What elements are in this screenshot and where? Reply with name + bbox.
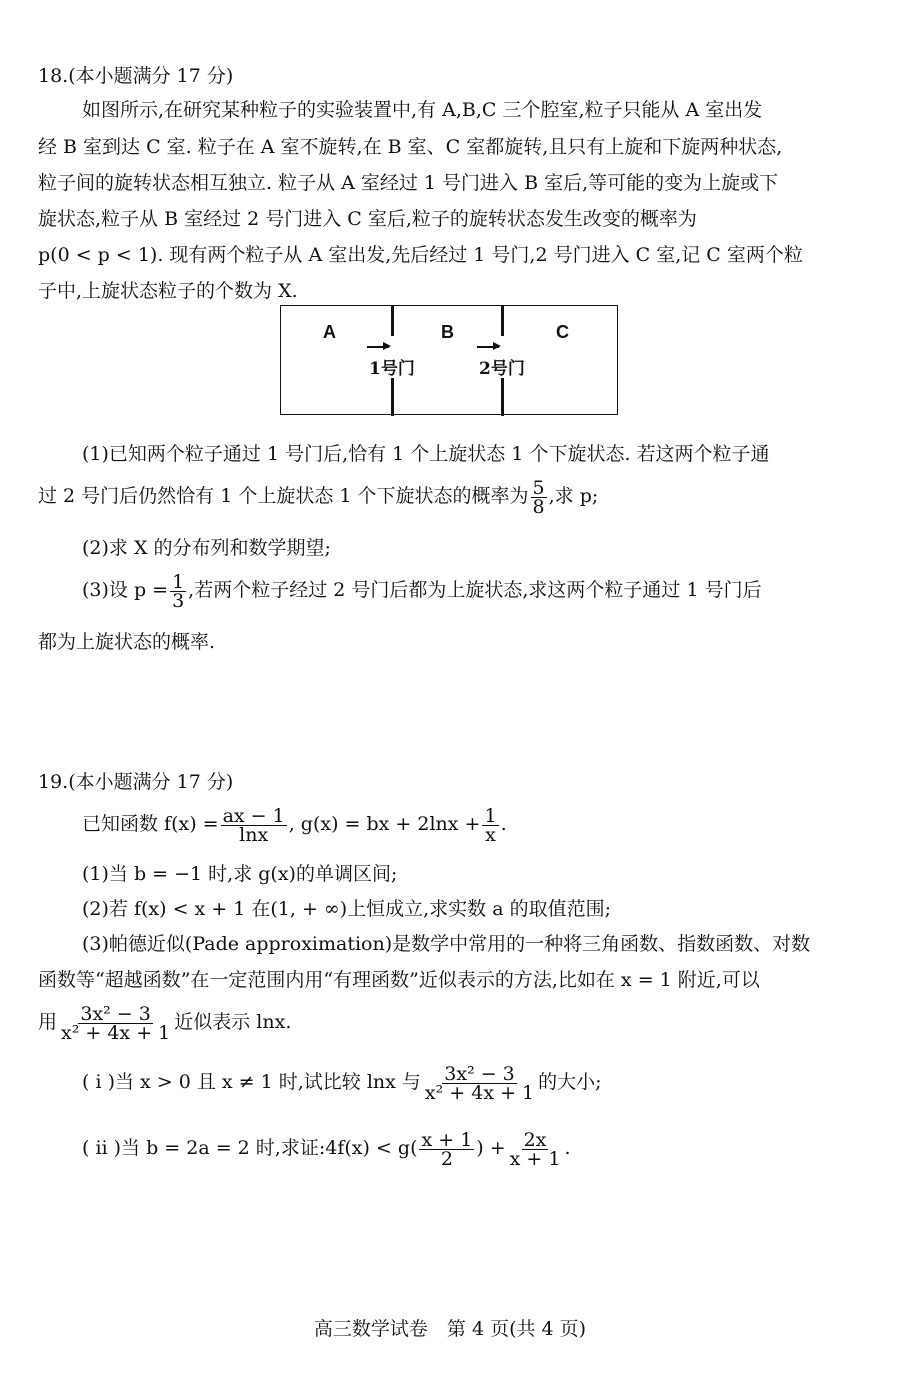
q18-sub1-end: ,求 p; (548, 485, 599, 507)
frac-num: 3x² − 3 (80, 1002, 151, 1025)
frac-den: 2 (440, 1147, 453, 1170)
q19-part-ii-text: ( ⅱ )当 b = 2a = 2 时,求证:4f(x) < g( (82, 1137, 418, 1159)
chamber-diagram (280, 305, 618, 415)
q19-sub3-line3 (38, 1000, 291, 1044)
frac-num: 1 (172, 570, 185, 593)
q18-text-4: 旋状态,粒子从 B 室经过 2 号门进入 C 室后,粒子的旋转状态发生改变的概率为 (38, 208, 697, 230)
wall-1-bottom (391, 378, 394, 416)
frac-num: 2x (523, 1128, 547, 1151)
q18-header: 18.(本小题满分 17 分) (38, 65, 234, 87)
frac-num: 3x² − 3 (444, 1062, 515, 1085)
gate-1-label: 1号门 (369, 359, 415, 379)
q18-sub1-text: 过 2 号门后仍然恰有 1 个上旋状态 1 个下旋状态的概率为 (38, 485, 529, 507)
fraction-5-8 (531, 476, 547, 518)
q19-part-ii-mid: ) + (476, 1137, 506, 1159)
q18-text-6: 子中,上旋状态粒子的个数为 X. (38, 280, 298, 302)
q19-sub3-line2: 函数等“超越函数”在一定范围内用“有理函数”近似表示的方法,比如在 x = 1 附近,可以 (38, 969, 760, 991)
fraction-f (221, 804, 287, 846)
q19-part-ii (82, 1126, 571, 1170)
room-b-label: B (441, 322, 454, 342)
fraction-1-3 (170, 570, 186, 612)
frac-den: x² + 4x + 1 (61, 1021, 171, 1044)
q18-text-5: p(0 < p < 1). 现有两个粒子从 A 室出发,先后经过 1 号门,2 号门进入 C 室,记 C 室两个粒 (38, 244, 803, 266)
frac-num: ax − 1 (222, 804, 285, 827)
wall-1-top (391, 306, 394, 336)
fraction-half (419, 1128, 474, 1170)
frac-den: x² + 4x + 1 (424, 1081, 535, 1104)
room-c-label: C (556, 322, 569, 342)
q19-part-i-text: ( ⅰ )当 x > 0 且 x ≠ 1 时,试比较 lnx 与 (82, 1071, 421, 1093)
frac-den: 3 (172, 589, 185, 612)
q19-given (82, 804, 507, 844)
q18-sub1-line2 (38, 476, 598, 516)
q18-sub2: (2)求 X 的分布列和数学期望; (82, 537, 331, 559)
page-footer: 高三数学试卷 第 4 页(共 4 页) (313, 1318, 587, 1340)
q19-sub3-line1: (3)帕德近似(Pade approximation)是数学中常用的一种将三角函数、指数函数、对数 (82, 933, 811, 955)
fraction-pade (59, 1002, 172, 1044)
wall-2-top (501, 306, 504, 336)
gate-2-arrow (477, 346, 499, 348)
wall-2-bottom (501, 378, 504, 416)
q19-given-b: , g(x) = bx + 2lnx + (288, 813, 481, 835)
room-a-label: A (323, 322, 336, 342)
q19-part-i-end: 的大小; (538, 1071, 602, 1093)
q19-sub3-approx: 近似表示 lnx. (174, 1011, 292, 1033)
q19-sub2: (2)若 f(x) < x + 1 在(1, + ∞)上恒成立,求实数 a 的取值范围; (82, 898, 611, 920)
gate-1-arrow (367, 346, 389, 348)
gate-2-label: 2号门 (479, 359, 525, 379)
frac-den: lnx (239, 823, 269, 846)
q18-sub1-line1: (1)已知两个粒子通过 1 号门后,恰有 1 个上旋状态 1 个下旋状态. 若这两个粒子通 (82, 443, 770, 465)
q18-sub3-text: (3)设 p = (82, 579, 169, 601)
q18-sub3-line2: 都为上旋状态的概率. (38, 631, 216, 653)
fraction-2x (508, 1128, 563, 1170)
fraction-compare (423, 1062, 536, 1104)
q19-sub1: (1)当 b = −1 时,求 g(x)的单调区间; (82, 863, 398, 885)
frac-den: x + 1 (509, 1147, 561, 1170)
frac-num: 5 (532, 476, 545, 499)
q18-sub3-line1 (82, 570, 762, 610)
frac-den: x (485, 823, 496, 846)
q19-header: 19.(本小题满分 17 分) (38, 771, 234, 793)
frac-num: x + 1 (421, 1128, 473, 1151)
q18-text-2: 经 B 室到达 C 室. 粒子在 A 室不旋转,在 B 室、C 室都旋转,且只有上旋和下旋两种状态, (38, 136, 783, 158)
q19-part-i (82, 1060, 602, 1104)
q19-given-c: . (500, 813, 507, 835)
frac-num: 1 (484, 804, 497, 827)
q19-given-a: 已知函数 f(x) = (82, 813, 219, 835)
q18-sub3-cont: ,若两个粒子经过 2 号门后都为上旋状态,求这两个粒子通过 1 号门后 (188, 579, 762, 601)
fraction-g (482, 804, 498, 846)
q18-text-1: 如图所示,在研究某种粒子的实验装置中,有 A,B,C 三个腔室,粒子只能从 A 室出发 (82, 99, 763, 121)
q19-part-ii-end: . (564, 1137, 571, 1159)
q19-sub3-yong: 用 (38, 1011, 58, 1033)
q18-text-3: 粒子间的旋转状态相互独立. 粒子从 A 室经过 1 号门进入 B 室后,等可能的变为上旋或下 (38, 172, 779, 194)
frac-den: 8 (532, 495, 545, 518)
